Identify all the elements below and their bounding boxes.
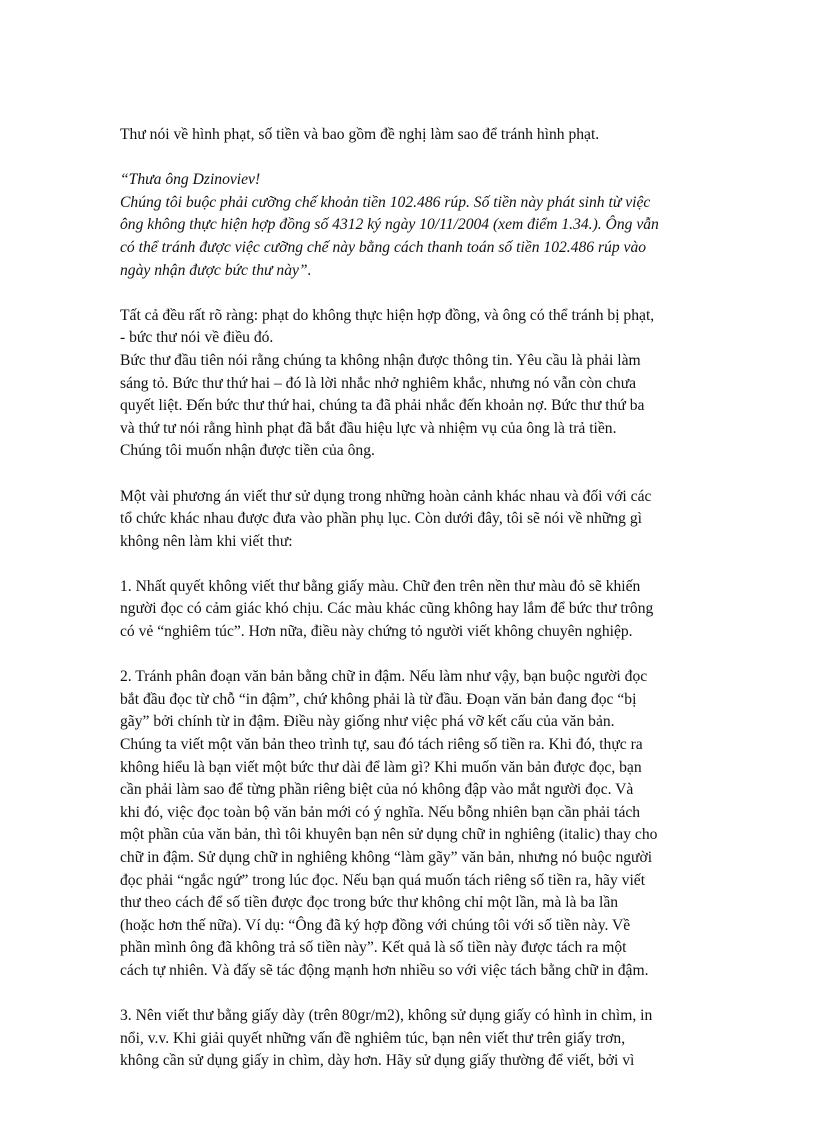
text-line: ngày nhận được bức thư này”. — [120, 261, 312, 279]
text-line: Bức thư đầu tiên nói rằng chúng ta không nhận được thông tin. Yêu cầu là phải làm — [120, 351, 641, 369]
text-line: cần phải làm sao để từng phần riêng biệt của nó không đập vào mắt người đọc. Và — [120, 781, 634, 799]
text-line: ông không thực hiện hợp đồng số 4312 ký ngày 10/11/2004 (xem điểm 1.34.). Ông vẫn — [120, 216, 659, 234]
text-line: không cần sử dụng giấy in chìm, dày hơn. Hãy sử dụng giấy thường để viết, bởi vì — [120, 1052, 635, 1070]
text-line: - bức thư nói về điều đó. — [120, 329, 274, 347]
text-line: 3. Nên viết thư bằng giấy dày (trên 80gr/m2), không sử dụng giấy có hình in chìm, in — [120, 1007, 653, 1025]
text-line: một phần của văn bản, thì tôi khuyên bạn nên sử dụng chữ in nghiêng (italic) thay cho — [120, 826, 658, 844]
text-line: Chúng ta viết một văn bản theo trình tự, sau đó tách riêng số tiền ra. Khi đó, thực ra — [120, 736, 643, 754]
text-line: Chúng tôi muốn nhận được tiền của ông. — [120, 442, 375, 460]
text-line: không hiểu là bạn viết một bức thư dài để làm gì? Khi muốn văn bản được đọc, bạn — [120, 758, 642, 776]
text-line: có vẻ “nghiêm túc”. Hơn nữa, điều này chứng tỏ người viết không chuyên nghiệp. — [120, 623, 633, 641]
text-line: sáng tỏ. Bức thư thứ hai – đó là lời nhắc nhở nghiêm khắc, nhưng nó vẫn còn chưa — [120, 374, 637, 392]
text-line: có thể tránh được việc cưỡng chế này bằng cách thanh toán số tiền 102.486 rúp vào — [120, 238, 647, 256]
text-line: tổ chức khác nhau được đưa vào phần phụ lục. Còn dưới đây, tôi sẽ nói về những gì — [120, 510, 642, 528]
text-line: thư theo cách để số tiền được đọc trong bức thư không chỉ một lần, mà là ba lần — [120, 894, 619, 912]
body-paragraph — [120, 305, 686, 463]
text-line: 2. Tránh phân đoạn văn bản bằng chữ in đậm. Nếu làm như vậy, bạn buộc người đọc — [120, 668, 648, 686]
body-paragraph — [120, 486, 686, 554]
text-line: khi đó, việc đọc toàn bộ văn bản mới có ý nghĩa. Nếu bỗng nhiên bạn cần phải tách — [120, 803, 641, 821]
body-paragraph — [120, 666, 686, 982]
document-body — [120, 124, 686, 1073]
text-line: (hoặc hơn thế nữa). Ví dụ: “Ông đã ký hợp đồng với chúng tôi với số tiền này. Về — [120, 916, 631, 934]
body-paragraph — [120, 1005, 686, 1073]
body-paragraph — [120, 576, 686, 644]
body-paragraph — [120, 124, 686, 147]
text-line: chữ in đậm. Sử dụng chữ in nghiêng không “làm gãy” văn bản, nhưng nó buộc người — [120, 849, 653, 866]
text-line: không nên làm khi viết thư: — [120, 532, 293, 550]
text-line: người đọc có cảm giác khó chịu. Các màu khác cũng không hay lắm để bức thư trông — [120, 600, 654, 618]
text-line: bắt đầu đọc từ chỗ “in đậm”, chứ không phải là từ đầu. Đoạn văn bản đang đọc “bị — [120, 690, 637, 708]
text-line: đọc phải “ngắc ngứ” trong lúc đọc. Nếu bạn quá muốn tách riêng số tiền ra, hãy viết — [120, 871, 646, 889]
text-line: cách tự nhiên. Và đấy sẽ tác động mạnh hơn nhiều so với việc tách bằng chữ in đậm. — [120, 961, 649, 979]
text-line: và thứ tư nói rằng hình phạt đã bắt đầu hiệu lực và nhiệm vụ của ông là trả tiền. — [120, 419, 617, 437]
text-line: quyết liệt. Đến bức thư thứ hai, chúng ta đã phải nhắc đến khoản nợ. Bức thư thứ ba — [120, 397, 645, 415]
text-line: Thư nói về hình phạt, số tiền và bao gồm đề nghị làm sao để tránh hình phạt. — [120, 126, 600, 143]
text-line: “Thưa ông Dzinoviev! — [120, 171, 261, 189]
text-line: gãy” bởi chính từ in đậm. Điều này giống như việc phá vỡ kết cấu của văn bản. — [120, 713, 615, 731]
quoted-letter-paragraph — [120, 169, 686, 282]
text-line: 1. Nhất quyết không viết thư bằng giấy màu. Chữ đen trên nền thư màu đỏ sẽ khiến — [120, 577, 641, 595]
text-line: Một vài phương án viết thư sử dụng trong những hoàn cảnh khác nhau và đối với các — [120, 487, 652, 505]
text-line: phần mình ông đã không trả số tiền này”. Kết quả là số tiền này được tách ra một — [120, 939, 627, 957]
text-line: Chúng tôi buộc phải cưỡng chế khoản tiền 102.486 rúp. Số tiền này phát sinh từ việc — [120, 193, 651, 211]
text-line: nổi, v.v. Khi giải quyết những vấn đề nghiêm túc, bạn nên viết thư trên giấy trơn, — [120, 1029, 626, 1047]
text-line: Tất cả đều rất rõ ràng: phạt do không thực hiện hợp đồng, và ông có thể tránh bị phạt, — [120, 306, 655, 324]
